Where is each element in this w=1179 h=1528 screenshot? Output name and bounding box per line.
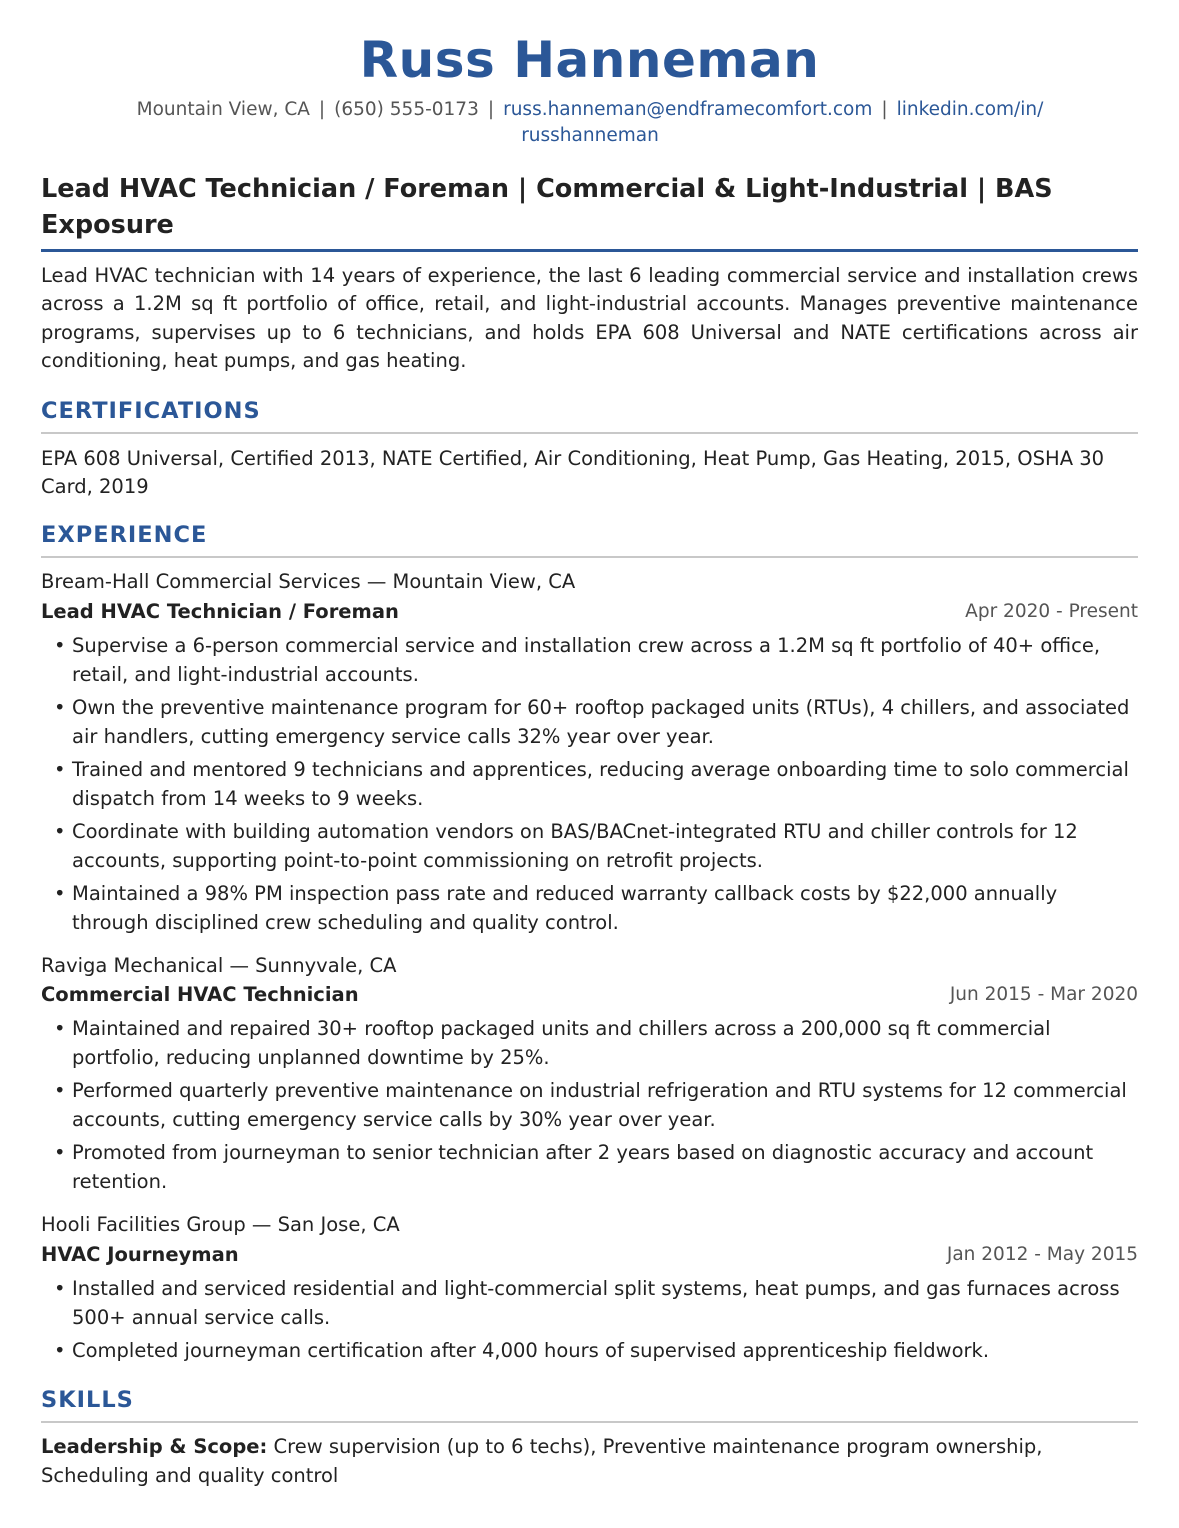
location: Mountain View, CA: [136, 99, 310, 120]
list-item: [41, 1139, 1138, 1196]
bullet-icon: •: [54, 1017, 66, 1040]
job-company: Bream-Hall Commercial Services — Mountain View, CA: [41, 570, 576, 593]
email-link[interactable]: russ.hanneman@endframecomfort.com: [503, 99, 873, 120]
job-company: Hooli Facilities Group — San Jose, CA: [41, 1213, 400, 1236]
bullet-icon: •: [54, 758, 66, 781]
list-item: [41, 1077, 1138, 1134]
job-title: Lead HVAC Technician / Foreman: [41, 600, 399, 623]
bullet-text: Maintained a 98% PM inspection pass rate and reduced warranty callback costs by $22,000 annually through disciplined crew scheduling and quality control.: [72, 882, 1058, 934]
list-item: [41, 1015, 1138, 1072]
list-item: [41, 1275, 1138, 1332]
bullet-text: Promoted from journeyman to senior technician after 2 years based on diagnostic accuracy and account retention.: [72, 1141, 1094, 1193]
job-bullets: [41, 1275, 1138, 1371]
bullet-icon: •: [54, 820, 66, 843]
linkedin-link-continued[interactable]: russhanneman: [521, 125, 659, 146]
bullet-icon: •: [54, 882, 66, 905]
list-item: [41, 756, 1138, 813]
job-bullets: [41, 632, 1138, 942]
bullet-text: Trained and mentored 9 technicians and apprentices, reducing average onboarding time to solo commercial dispatch from 14 weeks to 9 weeks.: [72, 758, 1129, 810]
experience-heading: EXPERIENCE: [41, 522, 208, 548]
bullet-icon: •: [54, 696, 66, 719]
job-title: Commercial HVAC Technician: [41, 983, 359, 1006]
job-role-row: [41, 598, 1138, 626]
candidate-name: Russ Hanneman: [359, 31, 820, 89]
job-title: HVAC Journeyman: [41, 1243, 239, 1266]
job-role-row: [41, 981, 1138, 1009]
bullet-icon: •: [54, 634, 66, 657]
phone: (650) 555-0173: [334, 99, 479, 120]
skills-heading: SKILLS: [41, 1387, 134, 1413]
skills-line: [41, 1433, 1138, 1490]
certifications-heading: CERTIFICATIONS: [41, 398, 261, 424]
job-bullets: [41, 1015, 1138, 1201]
skills-label: Leadership & Scope:: [41, 1435, 268, 1458]
summary: Lead HVAC technician with 14 years of experience, the last 6 leading commercial service and installation crews across a 1.2M sq ft portfolio of office, retail, and light-industrial accounts. Manages preventive maintenance programs, supervises up to 6 technicians, and holds EPA 608 Universal and NATE certifications across air conditioning, heat pumps, and gas heating.: [41, 264, 1138, 372]
section-divider: [41, 432, 1138, 434]
bullet-text: Coordinate with building automation vendors on BAS/BACnet-integrated RTU and chiller controls for 12 accounts, supporting point-to-point commissioning on retrofit projects.: [72, 820, 1078, 872]
bullet-text: Completed journeyman certification after 4,000 hours of supervised apprenticeship fieldwork.: [72, 1339, 990, 1362]
bullet-icon: •: [54, 1277, 66, 1300]
list-item: [41, 1337, 1138, 1366]
bullet-text: Performed quarterly preventive maintenance on industrial refrigeration and RTU systems for 12 commercial accounts, cutting emergency service calls by 30% year over year.: [72, 1079, 1127, 1131]
bullet-text: Supervise a 6-person commercial service and installation crew across a 1.2M sq ft portfolio of 40+ office, retail, and light-industrial accounts.: [72, 634, 1101, 686]
headline: Lead HVAC Technician / Foreman | Commercial & Light-Industrial | BAS Exposure: [41, 174, 1053, 240]
list-item: [41, 632, 1138, 689]
job-dates: Apr 2020 - Present: [965, 601, 1138, 622]
job-role-row: [41, 1241, 1138, 1269]
bullet-icon: •: [54, 1141, 66, 1164]
list-item: [41, 818, 1138, 875]
separator: |: [881, 99, 888, 120]
job-company: Raviga Mechanical — Sunnyvale, CA: [41, 954, 397, 977]
bullet-icon: •: [54, 1339, 66, 1362]
linkedin-link[interactable]: linkedin.com/in/: [896, 99, 1044, 120]
job-dates: Jan 2012 - May 2015: [946, 1244, 1138, 1265]
bullet-text: Maintained and repaired 30+ rooftop packaged units and chillers across a 200,000 sq ft commercial portfolio, reducing unplanned downtime by 25%.: [72, 1017, 1051, 1069]
job-dates: Jun 2015 - Mar 2020: [949, 984, 1138, 1005]
bullet-text: Installed and serviced residential and light-commercial split systems, heat pumps, and gas furnaces across 500+ annual service calls.: [72, 1277, 1120, 1329]
header-divider: [41, 249, 1138, 252]
section-divider: [41, 1421, 1138, 1423]
list-item: [41, 694, 1138, 751]
separator: |: [487, 99, 495, 120]
skills-text: Crew supervision (up to 6 techs), Preventive maintenance program ownership, Scheduling and quality control: [41, 1435, 1043, 1487]
separator: |: [318, 99, 326, 120]
certifications-text: EPA 608 Universal, Certified 2013, NATE Certified, Air Conditioning, Heat Pump, Gas Heating, 2015, OSHA 30 Card, 2019: [41, 447, 1105, 499]
bullet-text: Own the preventive maintenance program for 60+ rooftop packaged units (RTUs), 4 chillers, and associated air handlers, cutting emergency service calls 32% year over year.: [72, 696, 1130, 748]
contact-line: [90, 97, 1090, 149]
bullet-icon: •: [54, 1079, 66, 1102]
list-item: [41, 880, 1138, 937]
section-divider: [41, 556, 1138, 558]
